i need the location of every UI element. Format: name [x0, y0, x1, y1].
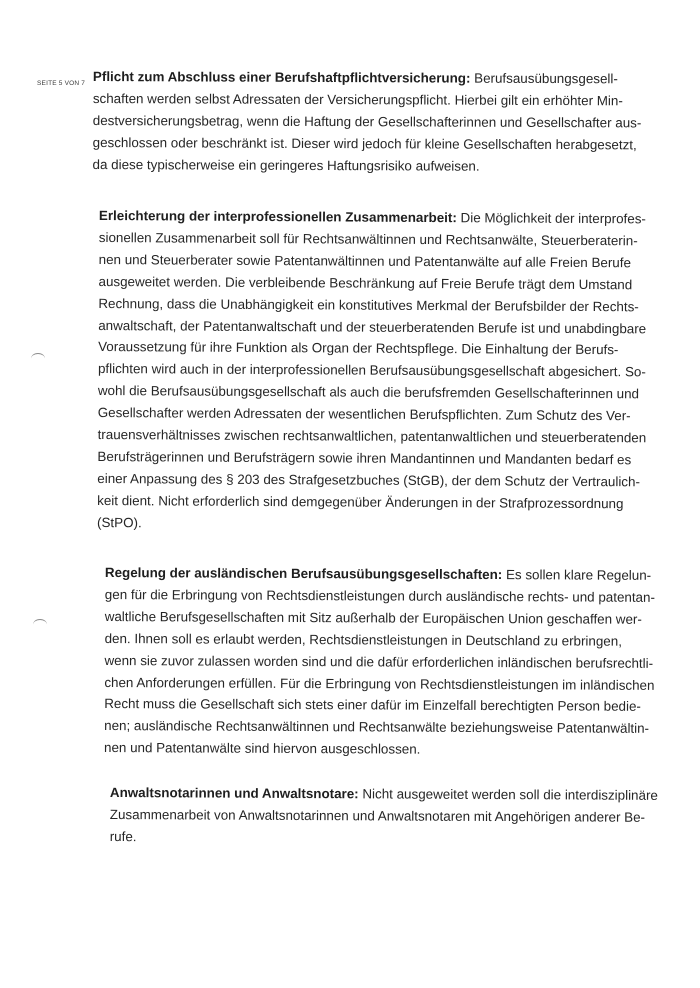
page-number: SEITE 5 VON 7: [37, 80, 86, 87]
body-text: waltliche Berufsgesellschaften mit Sitz außerhalb der Europäischen Union geschaffen wer-: [104, 608, 642, 627]
body-text: trauensverhältnisses zwischen rechtsanwaltlichen, patentanwaltlichen und steuerberatenden: [97, 427, 647, 446]
paragraph-line: [104, 672, 654, 697]
section-interprofessionelle-zusammenarbeit: [97, 205, 648, 537]
paragraph-line: [97, 490, 646, 515]
body-text: nen; ausländische Rechtsanwältinnen und Rechtsanwälte beziehungsweise Patentanwältin-: [104, 718, 650, 737]
punch-hole-mark: [31, 353, 45, 364]
paragraph-line: [99, 249, 648, 274]
body-text: Rechnung, dass die Unabhängigkeit ein konstitutives Merkmal der Berufsbilder der Rechts-: [98, 295, 639, 314]
body-text: den. Ihnen soll es erlaubt werden, Rechtsdienstleistungen in Deutschland zu erbringen,: [104, 630, 622, 649]
section-heading: Pflicht zum Abschluss einer Berufshaftpflichtversicherung:: [92, 68, 471, 86]
paragraph-line: [93, 88, 642, 112]
paragraph-line: [105, 628, 655, 653]
paragraph-line: [105, 584, 655, 609]
paragraph-line: [110, 782, 658, 807]
body-text: Voraussetzung für ihre Funktion als Organ der Rechtspflege. Die Einhaltung der Berufs-: [98, 339, 619, 358]
body-text: nen und Steuerberater sowie Patentanwältinnen und Patentanwälte auf alle Freien Berufe: [98, 251, 631, 271]
body-text: Nicht ausgeweitet werden soll die interdisziplinäre: [358, 786, 658, 803]
paragraph-line: [99, 227, 648, 252]
body-text: (StPO).: [97, 514, 142, 530]
paragraph-line: [104, 715, 654, 740]
body-text: einer Anpassung des § 203 des Strafgesetzbuches (StGB), der dem Schutz der Vertraulich-: [97, 470, 640, 490]
body-text: Gesellschafter werden Adressaten der wesentlichen Berufspflichten. Zum Schutz des Ver-: [97, 405, 631, 424]
paragraph-line: [105, 562, 655, 587]
section-heading: Anwaltsnotarinnen und Anwaltsnotare:: [109, 784, 359, 802]
paragraph-line: [110, 826, 658, 851]
paragraph-line: [104, 693, 654, 718]
paragraph-line: [98, 293, 647, 318]
body-text: da diese typischerweise ein geringeres Haftungsrisiko aufweisen.: [92, 156, 480, 174]
paragraph-line: [98, 271, 647, 296]
body-text: nen und Patentanwälte sind hiervon ausgeschlossen.: [103, 740, 421, 757]
paragraph-line: [104, 737, 654, 762]
body-text: Es sollen klare Regelun-: [502, 567, 652, 583]
body-text: Recht muss die Gesellschaft sich stets einer dafür im Einzelfall berechtigten Person bedie-: [104, 696, 641, 715]
paragraph-line: [93, 110, 642, 134]
paragraph-line: [97, 468, 646, 493]
body-text: geschlossen oder beschränkt ist. Dieser wird jedoch für kleine Gesellschaften herabgesetzt,: [92, 134, 637, 153]
section-heading: Regelung der ausländischen Berufsausübungsgesellschaften:: [104, 564, 503, 583]
body-text: ausgeweitet werden. Die verbleibende Beschränkung auf Freie Berufe trägt dem Umstand: [98, 273, 633, 292]
paragraph-line: [97, 446, 646, 471]
body-text: schaften werden selbst Adressaten der Versicherungspflicht. Hierbei gilt ein erhöhter Min-: [92, 90, 623, 109]
body-text: Berufsausübungsgesell-: [470, 70, 618, 87]
section-anwaltsnotare: [110, 782, 658, 851]
section-heading: Erleichterung der interprofessionellen Zusammenarbeit:: [98, 207, 457, 226]
paragraph-line: [93, 132, 642, 156]
body-text: pflichten wird auch in der interprofessionellen Berufsausübungsgesellschaft abgesichert. So-: [97, 361, 646, 380]
paragraph-line: [99, 205, 648, 230]
punch-hole-mark: [33, 619, 47, 630]
paragraph-line: [110, 804, 658, 829]
body-text: keit dient. Nicht erforderlich sind demgegenüber Änderungen in der Strafprozessordnung: [97, 492, 624, 511]
paragraph-line: [93, 154, 642, 178]
paragraph-line: [97, 512, 646, 537]
section-berufshaftpflichtversicherung: [93, 66, 642, 178]
body-text: wohl die Berufsausübungsgesellschaft als auch die berufsfremden Gesellschafterinnen und: [97, 383, 640, 402]
body-text: destversicherungsbetrag, wenn die Haftung der Gesellschafterinnen und Gesellschafter aus-: [92, 112, 642, 131]
body-text: gen für die Erbringung von Rechtsdienstleistungen durch ausländische rechts- und patentan-: [104, 586, 655, 605]
body-text: Die Möglichkeit der interprofes-: [456, 210, 646, 227]
body-text: sionellen Zusammenarbeit soll für Rechtsanwältinnen und Rechtsanwälte, Steuerberaterin-: [98, 229, 638, 249]
body-text: rufe.: [109, 828, 137, 844]
paragraph-line: [104, 650, 654, 675]
body-text: anwaltschaft, der Patentanwaltschaft und der steuerberatenden Berufe ist und unabdingbare: [98, 317, 647, 336]
body-text: wenn sie zuvor zulassen worden sind und die dafür erforderlichen inländischen berufsrechtli-: [104, 652, 654, 671]
paragraph-line: [93, 66, 642, 90]
section-auslaendische-berufsausuebungsgesellschaften: [104, 562, 655, 762]
body-text: Berufsträgerinnen und Berufsträgern sowie ihren Mandantinnen und Mandanten bedarf es: [97, 448, 632, 468]
body-text: chen Anforderungen erfüllen. Für die Erbringung von Rechtsdienstleistungen im inländischen: [104, 674, 655, 693]
body-text: Zusammenarbeit von Anwaltsnotarinnen und Anwaltsnotaren mit Angehörigen anderer Be-: [109, 806, 646, 825]
paragraph-line: [105, 606, 655, 631]
